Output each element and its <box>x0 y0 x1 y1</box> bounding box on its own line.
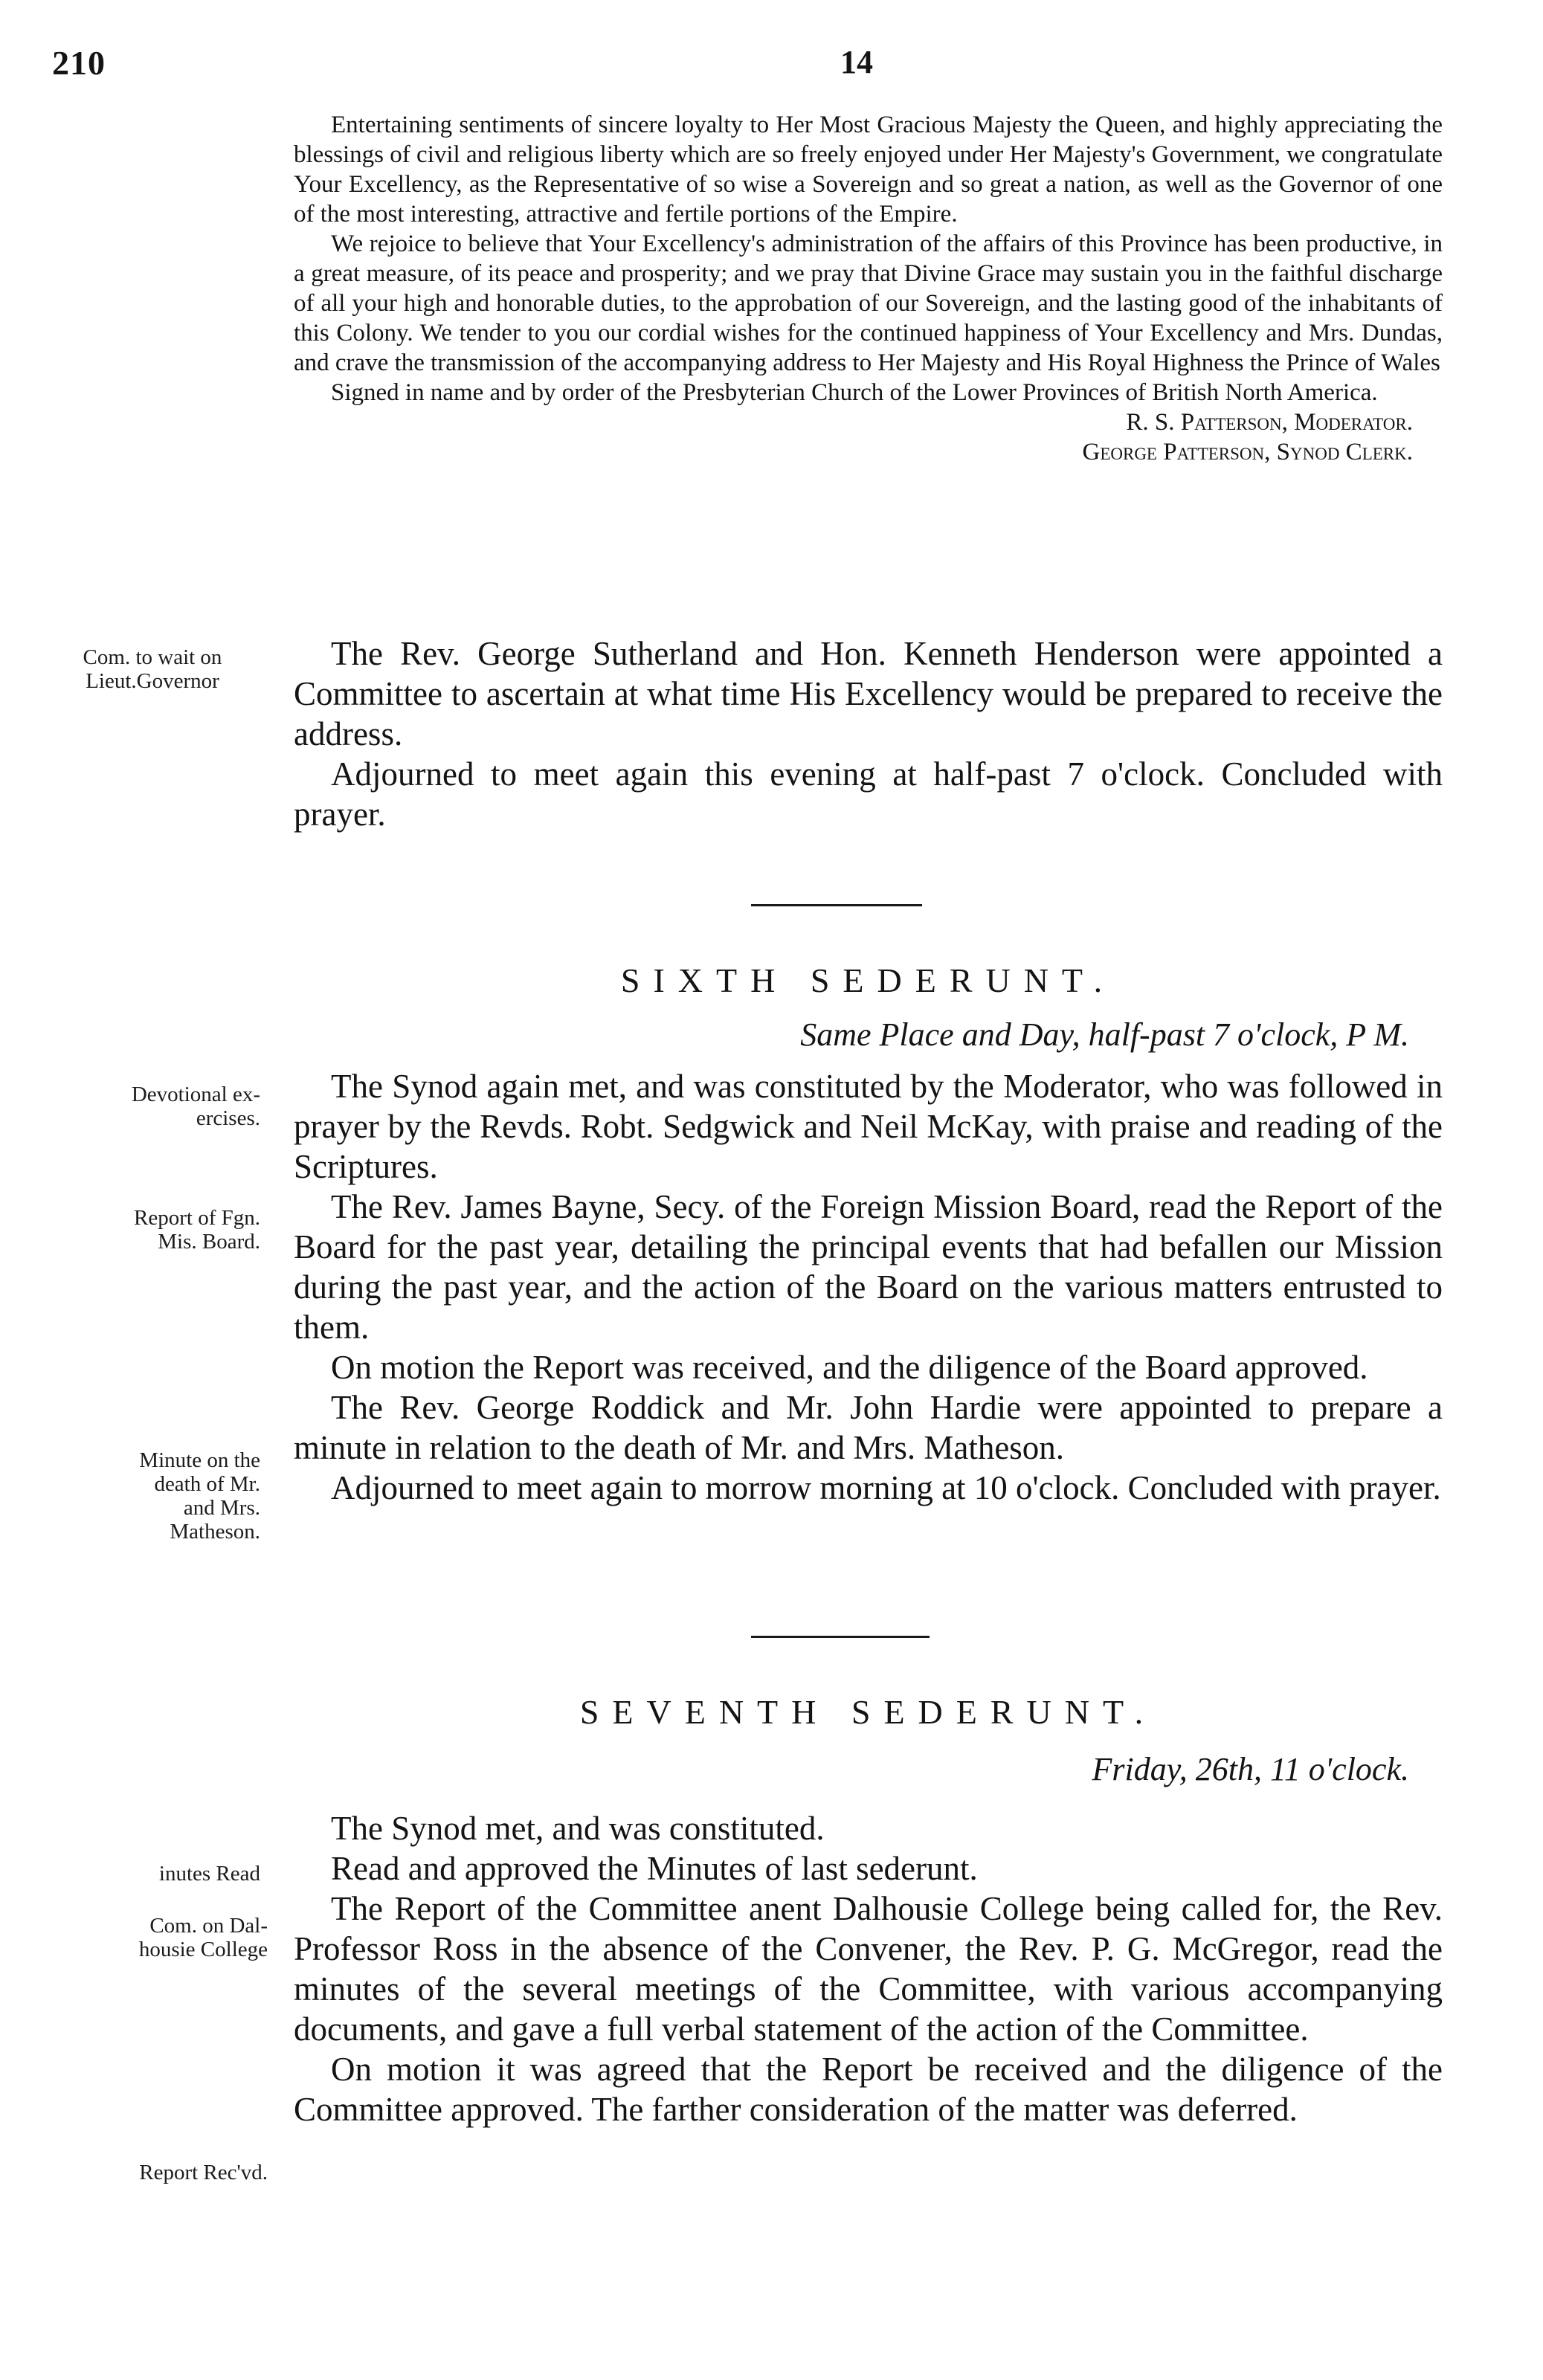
margin-note-devotional: Devotional ex- ercises. <box>131 1083 260 1130</box>
report-received-paragraph: On motion the Report was received, and the diligence of the Board approved. <box>331 1349 1368 1386</box>
sixth-sederunt-heading: SIXTH SEDERUNT. <box>620 961 1116 999</box>
adjourned-paragraph: Adjourned to meet again to morrow morning at 10 o'clock. Concluded with prayer. <box>331 1469 1441 1506</box>
signature-clerk: George Patterson, Synod Clerk. <box>1082 439 1413 465</box>
devotional-paragraph: The Synod again met, and was constituted by the Moderator, who was followed in prayer by the Revds. Robt. Sedgwick and Neil McKay, with praise and reading of the Scriptures. <box>294 1068 1443 1185</box>
margin-note-matheson: Minute on the death of Mr. and Mrs. Matheson. <box>139 1448 260 1544</box>
address-paragraph: Entertaining sentiments of sincere loyalty to Her Most Gracious Majesty the Queen, and highly appreciating the blessings of civil and religious liberty which are so freely enjoyed under Her Majesty's Government, we congratulate Your Excellency, as the Representative of so wise a Sovereign and so great a nation, as well as the Governor of one of the most interesting, attractive and fertile portions of the Empire. <box>294 112 1443 228</box>
constituted-paragraph: The Synod met, and was constituted. <box>331 1810 825 1847</box>
signature-moderator: R. S. Patterson, Moderator. <box>1126 409 1413 436</box>
section-divider <box>751 1636 930 1638</box>
address-paragraph: We rejoice to believe that Your Excellency's administration of the affairs of this Province has been productive, in a great measure, of its peace and prosperity; and we pray that Divine Grace may sustain you in the faithful discharge of all your high and honorable duties, to the approbation of our Sovereign, and the lasting good of the inhabitants of this Colony. We tender to you our cordial wishes for the continued happiness of Your Excellency and Mrs. Dundas, and crave the transmission of the accompanying address to Her Majesty and His Royal Highness the Prince of Wales <box>294 230 1443 376</box>
page-number: 210 <box>52 44 106 82</box>
address-block <box>294 110 1443 467</box>
minutes-paragraph: Read and approved the Minutes of last sederunt. <box>331 1850 978 1887</box>
seventh-sederunt-body <box>294 1808 1443 2129</box>
section-page-number: 14 <box>840 44 873 80</box>
sixth-sederunt-body <box>294 1066 1443 1508</box>
margin-note-report-received: Report Rec'vd. <box>139 2161 268 2184</box>
seventh-sederunt-subheading: Friday, 26th, 11 o'clock. <box>1092 1751 1409 1787</box>
dalhousie-paragraph: The Report of the Committee anent Dalhousie College being called for, the Rev. Professor Ross in the absence of the Convener, the Rev. P. G. McGregor, read the minutes of the several meetings of the Committee, with various accompanying documents, and gave a full verbal statement of the action of the Committee. <box>294 1890 1443 2048</box>
section-divider <box>751 904 922 906</box>
sixth-sederunt-subheading: Same Place and Day, half-past 7 o'clock, P M. <box>800 1016 1409 1053</box>
minute-paragraph: The Rev. George Roddick and Mr. John Hardie were appointed to prepare a minute in relation to the death of Mr. and Mrs. Matheson. <box>294 1389 1443 1466</box>
address-paragraph: Signed in name and by order of the Presbyterian Church of the Lower Provinces of British North America. <box>331 379 1378 406</box>
fifth-sederunt-end <box>294 633 1443 834</box>
committee-paragraph: The Rev. George Sutherland and Hon. Kenneth Henderson were appointed a Committee to ascertain at what time His Excellency would be prepared to receive the address. <box>294 635 1443 752</box>
margin-note-dalhousie: Com. on Dal- housie College <box>138 1914 268 1961</box>
margin-note-foreign-mission: Report of Fgn. Mis. Board. <box>134 1206 260 1254</box>
foreign-mission-paragraph: The Rev. James Bayne, Secy. of the Foreign Mission Board, read the Report of the Board for the past year, detailing the principal events that had befallen our Mission during the past year, and the action of the Board on the various matters entrusted to them. <box>294 1188 1443 1346</box>
seventh-sederunt-heading: SEVENTH SEDERUNT. <box>579 1693 1157 1731</box>
page-header <box>0 43 1543 103</box>
margin-note-committee: Com. to wait on Lieut.Governor <box>83 645 222 693</box>
margin-note-minutes-read: inutes Read <box>158 1862 260 1886</box>
adjourned-paragraph: Adjourned to meet again this evening at half-past 7 o'clock. Concluded with prayer. <box>294 755 1443 833</box>
report-received-paragraph: On motion it was agreed that the Report be received and the diligence of the Committee approved. The farther consideration of the matter was deferred. <box>294 2051 1443 2128</box>
